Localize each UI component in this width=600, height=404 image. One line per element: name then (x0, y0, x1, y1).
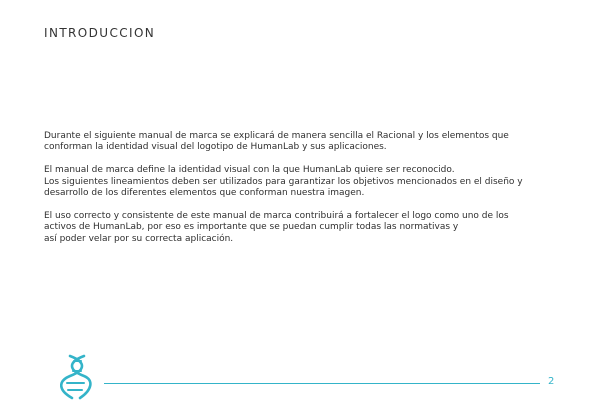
footer-divider (104, 383, 540, 384)
paragraph-1 (44, 131, 564, 154)
text-line: Los siguientes lineamientos deben ser utilizados para garantizar los objetivos mencionados en el diseño y (44, 176, 523, 187)
body-text (44, 131, 564, 256)
paragraph-3 (44, 211, 564, 245)
paragraph-2 (44, 165, 564, 199)
page-number: 2 (548, 376, 555, 387)
text-line: conforman la identidad visual del logotipo de HumanLab y sus aplicaciones. (44, 142, 387, 153)
text-line: Durante el siguiente manual de marca se explicará de manera sencilla el Racional y los elementos que (44, 131, 509, 141)
dna-helix-icon (60, 352, 94, 400)
text-line: activos de HumanLab, por eso es importante que se puedan cumplir todas las normativas y (44, 222, 459, 233)
text-line: El uso correcto y consistente de este manual de marca contribuirá a fortalecer el logo como uno de los (44, 210, 509, 221)
text-line: desarrollo de los diferentes elementos que conforman nuestra imagen. (44, 188, 365, 199)
text-line: así poder velar por su correcta aplicación. (44, 233, 234, 244)
text-line: El manual de marca define la identidad visual con la que HumanLab quiere ser reconocido. (44, 165, 455, 176)
page-title: INTRODUCCION (44, 26, 156, 40)
